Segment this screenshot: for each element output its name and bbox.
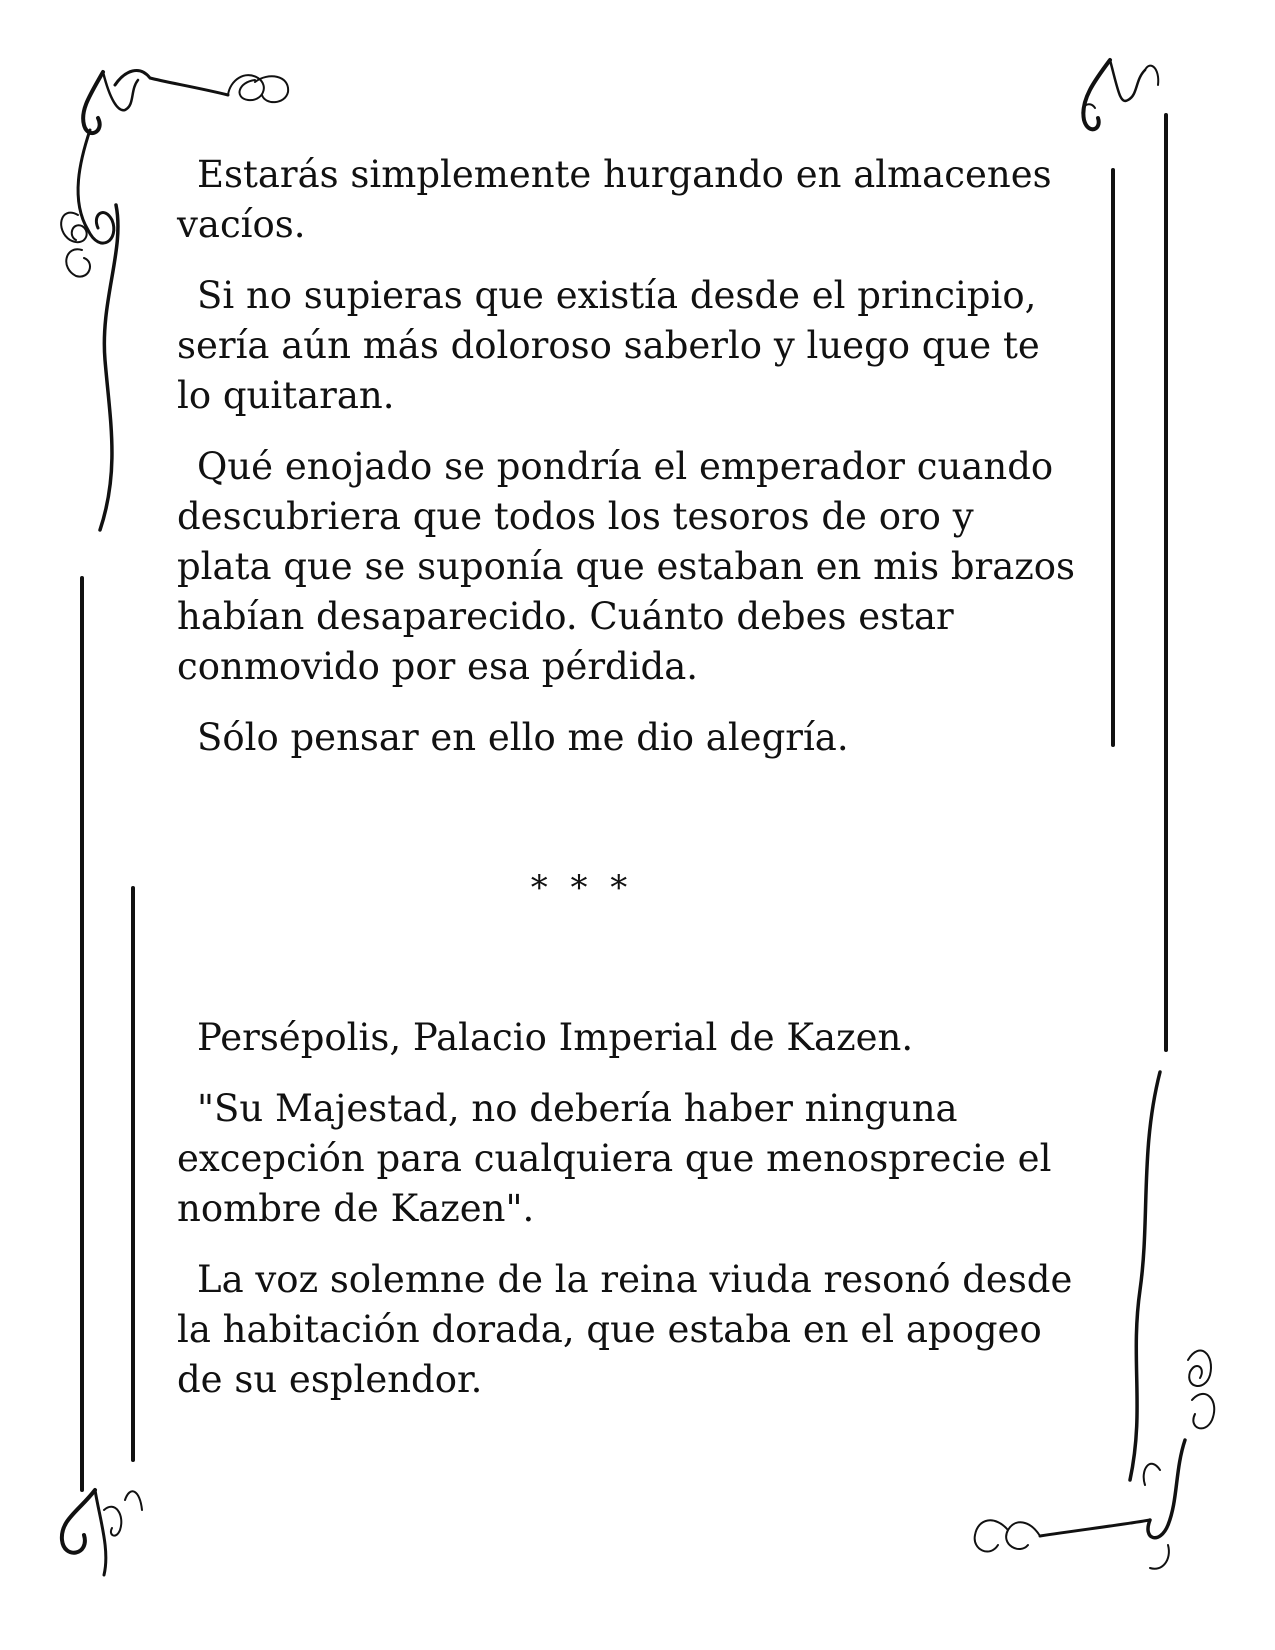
paragraph: Si no supieras que existía desde el principio, sería aún más doloroso saberlo y luego que te lo quitaran. — [177, 274, 1040, 417]
page-text — [177, 150, 1077, 1426]
paragraph: Estarás simplemente hurgando en almacenes vacíos. — [177, 153, 1052, 246]
section-separator: * * * — [530, 868, 634, 908]
paragraph: Qué enojado se pondría el emperador cuando descubriera que todos los tesoros de oro y plata que se suponía que estaban en mis brazos habían desaparecido. Cuánto debes estar conmovido por esa pérdida. — [177, 445, 1076, 688]
bottom-left-flourish-icon — [62, 1490, 142, 1575]
paragraph: La voz solemne de la reina viuda resonó desde la habitación dorada, que estaba en el apogeo de su esplendor. — [177, 1258, 1073, 1401]
paragraph: Sólo pensar en ello me dio alegría. — [197, 716, 849, 759]
location-heading: Persépolis, Palacio Imperial de Kazen. — [197, 1016, 914, 1059]
paragraph: "Su Majestad, no debería haber ninguna excepción para cualquiera que menosprecie el nombre de Kazen". — [177, 1087, 1052, 1230]
top-right-flourish-icon — [1082, 60, 1158, 129]
